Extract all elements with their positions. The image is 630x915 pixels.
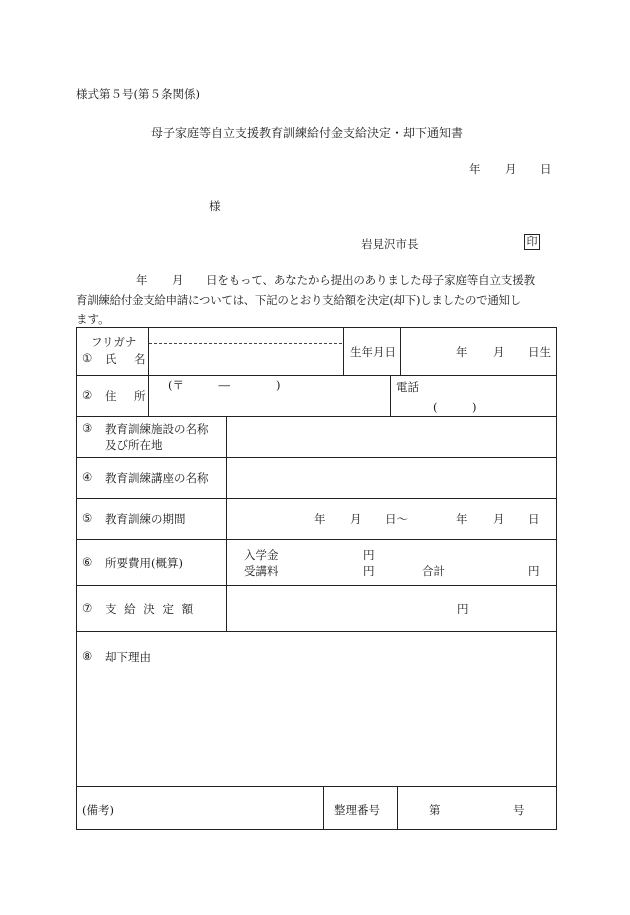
address-number: ② bbox=[82, 388, 93, 402]
cost-label: 所要費用(概算) bbox=[105, 556, 183, 570]
birth-year: 年 bbox=[456, 345, 468, 359]
period-end-day: 日 bbox=[528, 512, 540, 526]
total-label: 合計 bbox=[422, 564, 445, 578]
institution-field[interactable] bbox=[228, 418, 554, 455]
name-label: 氏 名 bbox=[105, 352, 149, 366]
total-field[interactable] bbox=[451, 563, 525, 579]
name-field[interactable] bbox=[150, 345, 342, 373]
period-number: ⑤ bbox=[82, 511, 93, 525]
furigana-label: フリガナ bbox=[91, 335, 137, 349]
birth-date-field[interactable] bbox=[402, 329, 554, 373]
remarks-label: (備考) bbox=[82, 803, 114, 817]
period-start-year: 年 bbox=[314, 512, 326, 526]
issue-date-year: 年 bbox=[469, 162, 481, 176]
name-number: ① bbox=[82, 351, 93, 365]
reference-prefix: 第 bbox=[429, 803, 441, 817]
remarks-field[interactable] bbox=[126, 789, 320, 827]
addressee-suffix: 様 bbox=[209, 199, 221, 213]
course-number: ④ bbox=[82, 470, 93, 484]
tuition-field[interactable] bbox=[286, 563, 360, 579]
seal-mark: 印 bbox=[524, 234, 540, 250]
period-start-day: 日～ bbox=[385, 512, 408, 526]
furigana-dashed-line bbox=[149, 343, 342, 344]
reference-suffix: 号 bbox=[513, 803, 525, 817]
furigana-field[interactable] bbox=[150, 329, 342, 342]
course-field[interactable] bbox=[228, 459, 554, 496]
course-label: 教育訓練講座の名称 bbox=[105, 471, 209, 485]
tuition-unit: 円 bbox=[363, 564, 375, 578]
page-title: 母子家庭等自立支援教育訓練給付金支給決定・却下通知書 bbox=[151, 126, 464, 140]
reference-number-label: 整理番号 bbox=[334, 803, 380, 817]
body-date-year: 年 bbox=[136, 273, 148, 287]
form-table bbox=[76, 327, 557, 830]
address-field[interactable] bbox=[150, 377, 388, 414]
period-end-year: 年 bbox=[456, 512, 468, 526]
reference-number-field[interactable] bbox=[446, 789, 508, 827]
rejection-reason-field[interactable] bbox=[80, 667, 552, 782]
issuer-name: 岩見沢市長 bbox=[361, 237, 419, 251]
amount-number: ⑦ bbox=[82, 601, 93, 615]
period-start-month: 月 bbox=[350, 512, 362, 526]
institution-number: ③ bbox=[82, 421, 93, 435]
amount-label: 支 給 決 定 額 bbox=[105, 602, 196, 616]
total-unit: 円 bbox=[528, 564, 540, 578]
period-end-month: 月 bbox=[493, 512, 505, 526]
rejection-number: ⑧ bbox=[82, 649, 93, 663]
postal-code: (〒 ― ) bbox=[168, 378, 281, 392]
body-text-line3: ます。 bbox=[76, 312, 110, 326]
form-number: 様式第５号(第５条関係) bbox=[76, 87, 200, 101]
birth-date-label: 生年月日 bbox=[350, 345, 396, 359]
enrollment-fee-field[interactable] bbox=[286, 545, 360, 561]
body-date-month: 月 bbox=[172, 273, 184, 287]
body-text-line2: 育訓練給付金支給申請については、下記のとおり支給額を決定(却下)しましたので通知し bbox=[76, 293, 521, 307]
tuition-label: 受講料 bbox=[244, 564, 279, 578]
period-label: 教育訓練の期間 bbox=[105, 512, 186, 526]
birth-day: 日生 bbox=[528, 345, 551, 359]
cost-number: ⑥ bbox=[82, 555, 93, 569]
issue-date-day: 日 bbox=[540, 162, 552, 176]
address-label: 住 所 bbox=[105, 389, 149, 403]
period-field[interactable] bbox=[228, 500, 554, 537]
institution-label: 教育訓練施設の名称 bbox=[105, 422, 209, 436]
issue-date-month: 月 bbox=[505, 162, 517, 176]
amount-field[interactable] bbox=[228, 587, 454, 629]
phone-field[interactable] bbox=[392, 377, 554, 414]
birth-month: 月 bbox=[493, 345, 505, 359]
enrollment-fee-unit: 円 bbox=[363, 548, 375, 562]
rejection-label: 却下理由 bbox=[105, 650, 151, 664]
phone-area-code: ( ) bbox=[433, 400, 477, 414]
institution-label-2: 及び所在地 bbox=[105, 438, 163, 452]
body-text-line1: 日をもって、あなたから提出のありました母子家庭等自立支援教 bbox=[206, 273, 535, 287]
phone-label: 電話 bbox=[396, 380, 419, 394]
enrollment-fee-label: 入学金 bbox=[244, 548, 279, 562]
amount-unit: 円 bbox=[457, 602, 469, 616]
